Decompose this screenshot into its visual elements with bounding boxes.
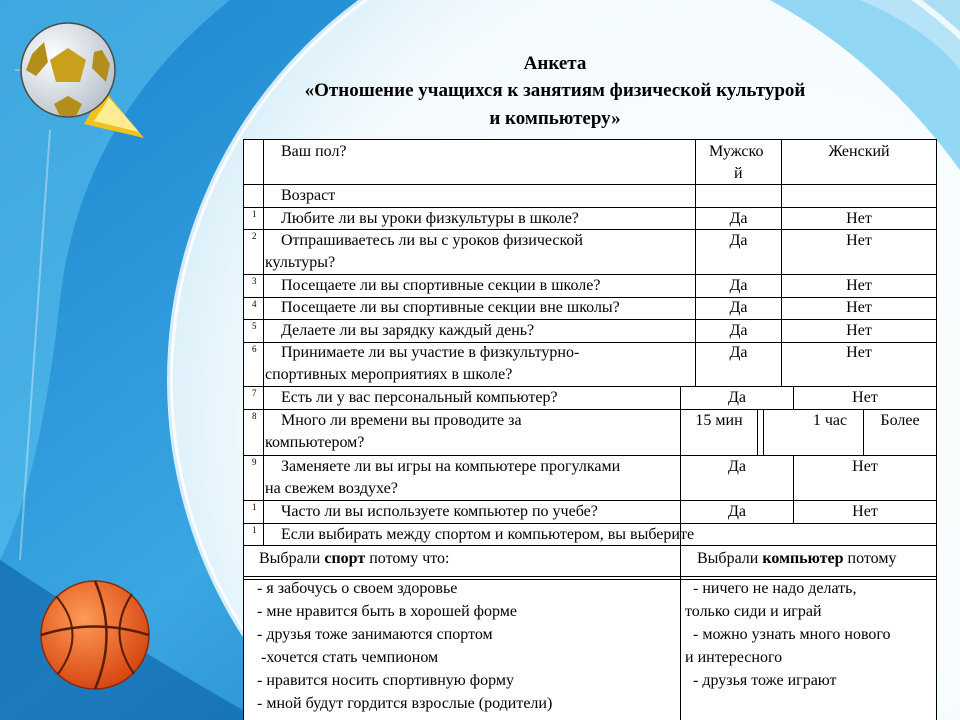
list-item: - мне нравится быть в хорошей форме — [257, 603, 518, 620]
row-number: 9 — [252, 457, 257, 467]
row-number: 1 — [252, 525, 257, 535]
answer-no: Нет — [846, 277, 872, 294]
list-item: - мной будут гордится взрослые (родители) — [257, 695, 553, 712]
list-item: и интересного — [685, 649, 783, 666]
list-item: - друзья тоже занимаются спортом — [257, 626, 493, 643]
gender-male-part1: Мужско — [709, 143, 764, 160]
question-text: Посещаете ли вы спортивные секции в школе? — [281, 277, 601, 294]
age-question: Возраст — [281, 187, 336, 204]
questionnaire-table — [243, 139, 937, 720]
row-number: 4 — [252, 299, 257, 309]
list-item: - нравится носить спортивную форму — [257, 672, 514, 689]
question-text-line1: Принимаете ли вы участие в физкультурно- — [281, 344, 580, 361]
question-text-line1: Много ли времени вы проводите за — [281, 412, 522, 429]
list-item: - друзья тоже играют — [685, 672, 837, 689]
list-item: - можно узнать много нового — [685, 626, 891, 643]
answer-yes: Да — [729, 277, 748, 294]
question-text: Любите ли вы уроки физкультуры в школе? — [281, 210, 579, 227]
answer-no: Нет — [846, 322, 872, 339]
question-text-line1: Отпрашиваетесь ли вы с уроков физической — [281, 232, 583, 249]
sport-choice-header: Выбрали спорт потому что: — [259, 550, 450, 567]
list-item: - ничего не надо делать, — [685, 580, 857, 597]
answer-yes: Да — [729, 344, 748, 361]
question-text: Если выбирать между спортом и компьютером, вы выберите — [281, 526, 695, 543]
answer-yes: Да — [727, 503, 746, 520]
row-number: 7 — [252, 388, 257, 398]
row-number: 5 — [252, 321, 257, 331]
answer-yes: Да — [729, 322, 748, 339]
row-number: 6 — [252, 344, 257, 354]
answer-yes: Да — [729, 232, 748, 249]
survey-subtitle-line2: и компьютеру» — [489, 108, 621, 129]
row-number: 1 — [252, 502, 257, 512]
row-number: 2 — [252, 231, 257, 241]
answer-more: Более — [880, 412, 920, 429]
question-text-line2: на свежем воздухе? — [265, 480, 398, 497]
question-text: Есть ли у вас персональный компьютер? — [281, 389, 558, 406]
survey-subtitle-line1: «Отношение учащихся к занятиям физической культурой — [304, 80, 806, 101]
question-text-line2: компьютером? — [265, 434, 365, 451]
answer-no: Нет — [846, 232, 872, 249]
row-number: 8 — [252, 411, 257, 421]
answer-no: Нет — [852, 458, 878, 475]
answer-no: Нет — [852, 503, 878, 520]
question-text-line1: Заменяете ли вы игры на компьютере прогулками — [281, 458, 621, 475]
survey-title: Анкета — [523, 53, 587, 74]
list-item: -хочется стать чемпионом — [261, 649, 439, 666]
answer-yes: Да — [727, 458, 746, 475]
question-text: Часто ли вы используете компьютер по учебе? — [281, 503, 598, 520]
answer-no: Нет — [852, 389, 878, 406]
gender-female: Женский — [828, 143, 890, 160]
answer-no: Нет — [846, 299, 872, 316]
answer-no: Нет — [846, 210, 872, 227]
question-text: Делаете ли вы зарядку каждый день? — [281, 322, 535, 339]
gender-male-part2: й — [734, 165, 743, 182]
answer-15-min: 15 мин — [695, 412, 743, 429]
answer-no: Нет — [846, 344, 872, 361]
answer-yes: Да — [729, 299, 748, 316]
row-number: 3 — [252, 276, 257, 286]
question-text: Посещаете ли вы спортивные секции вне школы? — [281, 299, 620, 316]
answer-yes: Да — [729, 210, 748, 227]
answer-1-hour: 1 час — [812, 412, 848, 429]
soccer-ball-icon — [14, 20, 149, 145]
row-number: 1 — [252, 209, 257, 219]
list-item: - я забочусь о своем здоровье — [257, 580, 458, 597]
gender-question: Ваш пол? — [281, 143, 347, 160]
basketball-icon — [38, 578, 152, 692]
list-item: только сиди и играй — [685, 603, 822, 620]
answer-yes: Да — [727, 389, 746, 406]
question-text-line2: культуры? — [265, 254, 336, 271]
question-text-line2: спортивных мероприятиях в школе? — [265, 366, 513, 383]
computer-choice-header: Выбрали компьютер потому — [697, 550, 897, 567]
